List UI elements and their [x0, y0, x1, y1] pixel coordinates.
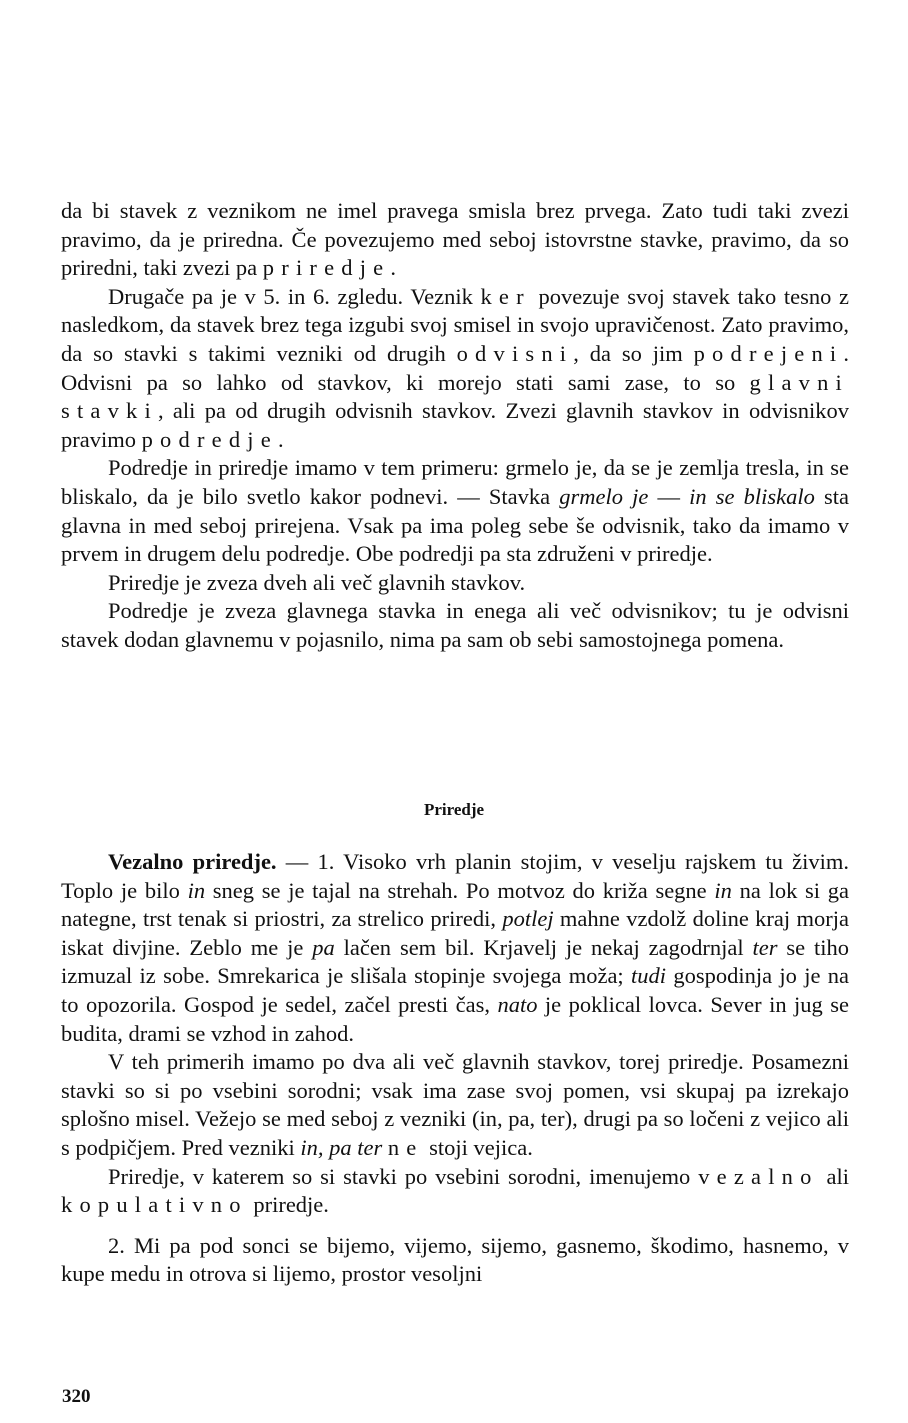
italic-term: pa [312, 934, 335, 960]
text-run: . [390, 255, 396, 281]
text-run: 2. Mi pa pod sonci se bijemo, vijemo, sijemo, gasnemo, škodimo, hasnemo, v kupe medu in otrova si lijemo, prostor vesoljni [61, 1232, 849, 1287]
spaced-term: priredje [262, 255, 391, 281]
text-run: povezuje svoj stavek tako tesno z nasledkom, da stavek brez tega izgubi svoj smisel in svojo upravičenost. Zato pravimo, da so stavki s takimi vezniki od drugih [61, 283, 849, 366]
italic-term: in, pa ter [300, 1134, 383, 1160]
paragraph [61, 1048, 849, 1162]
italic-term: in [714, 877, 732, 903]
text-run: . [277, 426, 284, 452]
spaced-term: vezalno [698, 1163, 819, 1189]
text-run: Priredje, v katerem so si stavki po vsebini sorodni, imenujemo [108, 1163, 699, 1189]
paragraph [61, 1163, 849, 1220]
text-run: V teh primerih imamo po dva ali več glavnih stavkov, torej priredje. Posamezni stavki so si po vsebini sorodni; vsak ima zase svoj pomen, vsi skupaj pa izrekajo splošno misel. Vežejo se med seboj z vezniki (in, pa, ter), drugi pa so ločeni z vejico ali s podpičjem. Pred vezniki [61, 1049, 849, 1160]
italic-term: in se bliskalo [689, 483, 815, 509]
text-run: da bi stavek z veznikom ne imel pravega smisla brez prvega. Zato tudi taki zvezi pravimo, da je priredna. Če povezujemo med seboj istovrstne stavke, pravimo, da so priredni, taki zvezi pa [61, 198, 849, 281]
text-run: se tiho izmuzal iz sobe. Smrekarica je slišala stopinje svojega moža; [61, 934, 849, 989]
spaced-term: kopulativno [61, 1192, 248, 1218]
spaced-term: glavni stavki [61, 369, 849, 424]
text-run: Priredje je zveza dveh ali več glavnih stavkov. [108, 569, 526, 595]
spaced-term: podrejeni [693, 340, 844, 366]
paragraph [61, 569, 849, 598]
bottom-text-block [61, 848, 849, 1289]
italic-term: tudi [631, 963, 667, 989]
text-run: stoji vejica. [423, 1134, 533, 1160]
text-run: Drugače pa je v 5. in 6. zgledu. Veznik [108, 283, 481, 309]
italic-term: nato [497, 991, 538, 1017]
text-run: , ali pa od drugih odvisnih stavkov. Zvezi glavnih stavkov in odvisnikov pravimo [61, 398, 849, 452]
spaced-term: odvisni [456, 340, 574, 366]
text-run: — 1. Visoko vrh planin stojim, v veselju rajskem tu živim. Toplo je bilo [61, 849, 849, 903]
spaced-term: podredje [141, 426, 278, 452]
text-run: priredje. [247, 1192, 329, 1218]
text-run: na lok si ga nategne, trst tenak si priostri, za strelico priredi, [61, 877, 849, 932]
text-run: ali [818, 1163, 849, 1189]
italic-term: grmelo je [559, 483, 649, 509]
italic-term: in [187, 877, 206, 903]
page-number: 320 [62, 1386, 91, 1407]
paragraph [61, 454, 849, 568]
text-run: mahne vzdolž doline kraj morja iskat divjine. Zeblo me je [61, 906, 849, 960]
paragraph [61, 283, 849, 455]
paragraph [61, 197, 849, 283]
paragraph [61, 848, 849, 1048]
text-run: . Odvisni pa so lahko od stavkov, ki morejo stati sami zase, to so [61, 340, 849, 395]
paragraph [61, 597, 849, 654]
text-run: lačen sem bil. Krjavelj je nekaj zagodrnjal [334, 934, 753, 960]
spaced-term: ne [387, 1134, 424, 1160]
text-run: Podredje je zveza glavnega stavka in enega ali več odvisnikov; tu je odvisni stavek dodan glavnemu v pojasnilo, nima pa sam ob sebi samostojnega pomena. [61, 598, 849, 652]
text-run: , da so jim [573, 340, 694, 366]
section-heading: Priredje [423, 800, 485, 819]
bold-term: Vezalno priredje. [108, 849, 277, 874]
text-run: Podredje in priredje imamo v tem primeru: grmelo je, da se je zemlja tresla, in se bliskalo, da je bilo svetlo kakor podnevi. — Stavka [61, 455, 849, 509]
italic-term: potlej [502, 906, 554, 932]
text-run: je poklical lovca. Sever in jug se budita, drami se vzhod in zahod. [61, 991, 850, 1046]
text-run: — [648, 483, 690, 509]
paragraph [61, 1232, 849, 1289]
text-run: sta glavna in med seboj prirejena. Vsak pa ima poleg sebe še odvisnik, tako da imamo v prvem in drugem delu podredje. Obe podredji pa sta združeni v priredje. [61, 483, 849, 567]
text-run: gospodinja jo je na to opozorila. Gospod je sedel, začel presti čas, [61, 963, 849, 1017]
text-run: sneg se je tajal na strehah. Po motvoz do križa segne [205, 877, 715, 903]
spaced-term: ker [480, 283, 531, 309]
italic-term: ter [752, 934, 778, 960]
top-text-block [61, 197, 849, 655]
